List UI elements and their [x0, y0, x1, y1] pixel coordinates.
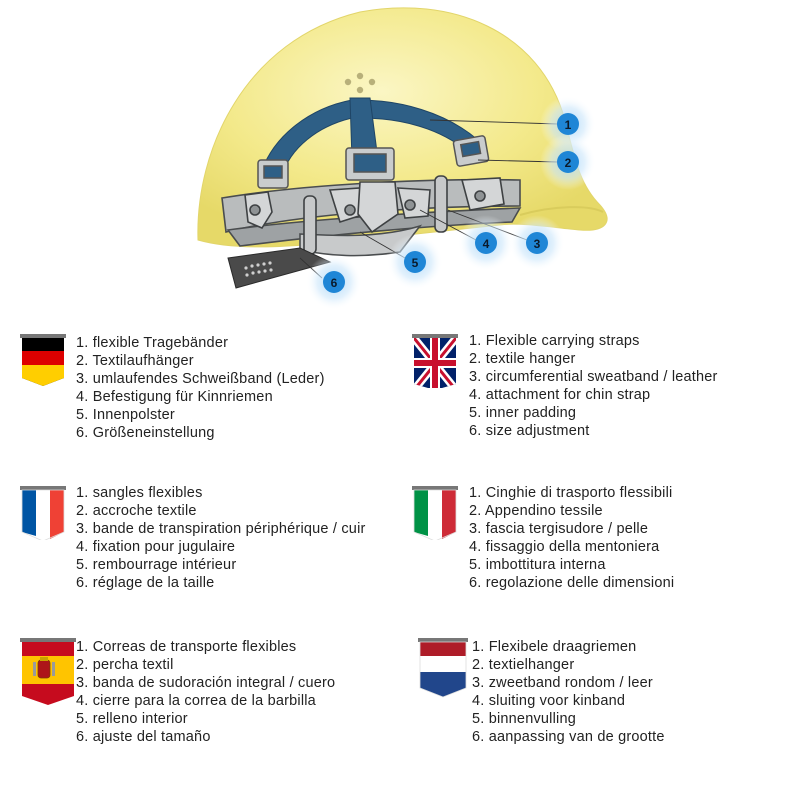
- legend-item: 4. fixation pour jugulaire: [76, 539, 236, 555]
- spain-flag-icon: [20, 638, 76, 706]
- netherlands-flag-icon: [418, 638, 468, 698]
- legend-item: 2. textielhanger: [472, 657, 575, 673]
- callout-4: [458, 215, 514, 271]
- legend-item: 4. fissaggio della mentoniera: [469, 539, 660, 555]
- legend-item: 3. zweetband rondom / leer: [472, 675, 653, 691]
- callout-4-label: 4: [482, 237, 490, 251]
- legend-item: 6. réglage de la taille: [76, 575, 215, 591]
- callout-2: [540, 134, 596, 190]
- legend-item: 4. Befestigung für Kinnriemen: [76, 389, 273, 405]
- legend-item: 2. percha textil: [76, 657, 174, 673]
- italy-flag-icon: [412, 486, 458, 540]
- callout-6: [306, 254, 362, 310]
- legend-item: 4. cierre para la correa de la barbilla: [76, 693, 316, 709]
- legend-dutch-list: [472, 638, 665, 746]
- callout-1-label: 1: [564, 118, 572, 132]
- legend-item: 4. attachment for chin strap: [469, 387, 651, 403]
- legend-item: 6. Größeneinstellung: [76, 425, 215, 441]
- legend-english: [400, 330, 800, 440]
- legend-item: 1. Flexible carrying straps: [469, 333, 640, 349]
- legend-item: 4. sluiting voor kinband: [472, 693, 626, 709]
- legend-item: 1. sangles flexibles: [76, 485, 203, 501]
- callout-5: [387, 234, 443, 290]
- legend-italian-list: [469, 484, 674, 592]
- legend-item: 5. Innenpolster: [76, 407, 175, 423]
- legend-item: 6. aanpassing van de grootte: [472, 729, 665, 745]
- legend-item: 1. flexible Tragebänder: [76, 335, 229, 351]
- germany-flag-icon: [20, 334, 66, 388]
- legend-item: 5. inner padding: [469, 405, 577, 421]
- legend-item: 3. banda de sudoración integral / cuero: [76, 675, 336, 691]
- legend-item: 6. size adjustment: [469, 423, 590, 439]
- legend-item: 2. accroche textile: [76, 503, 197, 519]
- legend-item: 2. Appendino tessile: [469, 503, 603, 519]
- legend-french-list: [76, 484, 366, 592]
- callout-5-label: 5: [411, 256, 419, 270]
- helmet-illustration: [0, 0, 800, 310]
- legend-item: 1. Cinghie di trasporto flessibili: [469, 485, 673, 501]
- france-flag-icon: [20, 486, 66, 540]
- legend-item: 3. bande de transpiration périphérique / cuir: [76, 521, 366, 537]
- legend-italian: [400, 482, 800, 592]
- legend-dutch: [400, 636, 800, 746]
- legend-item: 2. Textilaufhänger: [76, 353, 194, 369]
- legend-item: 6. regolazione delle dimensioni: [469, 575, 675, 591]
- legend-spanish-list: [76, 638, 335, 746]
- callout-3: [509, 215, 565, 271]
- callout-2-label: 2: [564, 156, 572, 170]
- legend-item: 3. circumferential sweatband / leather: [469, 369, 718, 385]
- legend-item: 3. umlaufendes Schweißband (Leder): [76, 371, 325, 387]
- legend-german-list: [76, 334, 325, 442]
- callout-3-label: 3: [533, 237, 541, 251]
- legend-item: 3. fascia tergisudore / pelle: [469, 521, 649, 537]
- legend-german: [0, 330, 400, 440]
- legend-item: 5. relleno interior: [76, 711, 188, 727]
- legend-item: 2. textile hanger: [469, 351, 576, 367]
- legend-spanish: [0, 636, 400, 746]
- legend-item: 5. rembourrage intérieur: [76, 557, 237, 573]
- united-kingdom-flag-icon: [412, 334, 458, 388]
- legend-english-list: [469, 332, 718, 440]
- legend-item: 1. Correas de transporte flexibles: [76, 639, 297, 655]
- legend-item: 5. imbottitura interna: [469, 557, 606, 573]
- legend-item: 6. ajuste del tamaño: [76, 729, 211, 745]
- legend-item: 5. binnenvulling: [472, 711, 576, 727]
- callout-6-label: 6: [330, 276, 338, 290]
- legend-french: [0, 482, 400, 592]
- legend-item: 1. Flexibele draagriemen: [472, 639, 637, 655]
